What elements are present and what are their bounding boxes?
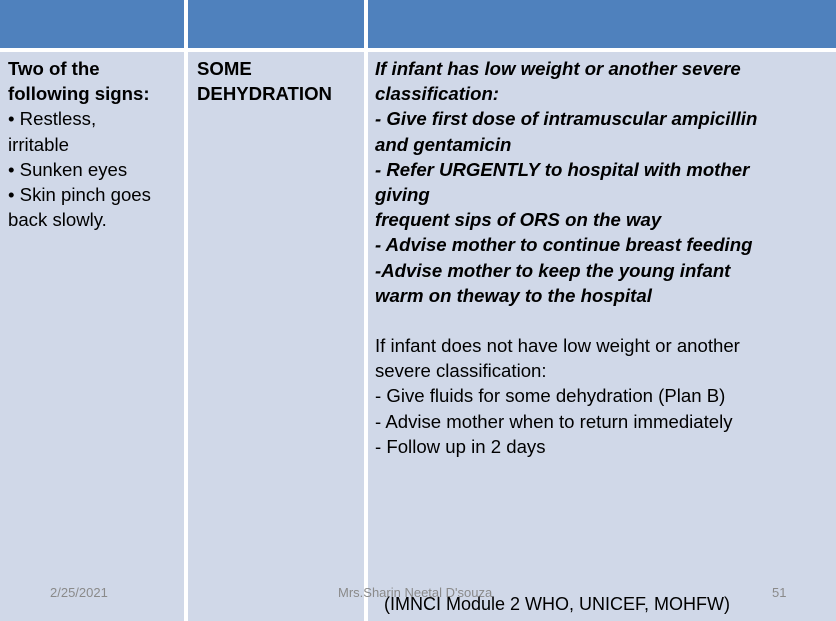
sign-item: • Sunken eyes (8, 158, 128, 180)
treatment-line: and gentamicin (375, 133, 512, 155)
treatment-line: - Advise mother when to return immediately (375, 410, 733, 432)
classification-column (188, 52, 364, 621)
sign-item: • Restless, (8, 108, 97, 130)
treatment-line: severe classification: (375, 360, 547, 382)
header-cell-1 (0, 0, 184, 48)
sign-item: • Skin pinch goes (8, 184, 151, 206)
treatment-line: -Advise mother to keep the young infant (375, 259, 731, 281)
treatment-line: If infant does not have low weight or another (375, 335, 740, 356)
classification-text (197, 56, 332, 106)
sign-item: irritable (8, 133, 69, 155)
treatment-block-normal (375, 333, 740, 459)
source-citation: (IMNCI Module 2 WHO, UNICEF, MOHFW) (384, 594, 731, 614)
signs-text (8, 56, 151, 232)
header-cell-2 (188, 0, 364, 48)
signs-heading-line: Two of the (8, 58, 100, 79)
footer-date: 2/25/2021 (50, 585, 108, 600)
header-cell-3 (368, 0, 836, 48)
treatment-line: classification: (375, 83, 500, 105)
footer-page-number: 51 (772, 585, 787, 600)
treatment-line: giving (375, 184, 430, 206)
treatment-line: warm on theway to the hospital (375, 284, 652, 306)
classification-line: DEHYDRATION (197, 83, 332, 105)
treatment-line: - Give first dose of intramuscular ampicillin (375, 108, 758, 130)
treatment-line: frequent sips of ORS on the way (375, 209, 662, 231)
treatment-block-severe (375, 56, 757, 308)
signs-heading-line: following signs: (8, 83, 150, 105)
footer-author: Mrs.Sharin Neetal D'souza (338, 585, 493, 600)
treatment-line: If infant has low weight or another severe (375, 58, 741, 79)
classification-line: SOME (197, 58, 252, 79)
treatment-line: - Advise mother to continue breast feeding (375, 234, 753, 256)
treatment-line: - Refer URGENTLY to hospital with mother (375, 158, 750, 180)
treatment-line: - Follow up in 2 days (375, 435, 546, 457)
treatment-line: - Give fluids for some dehydration (Plan B) (375, 385, 726, 407)
sign-item: back slowly. (8, 209, 107, 231)
